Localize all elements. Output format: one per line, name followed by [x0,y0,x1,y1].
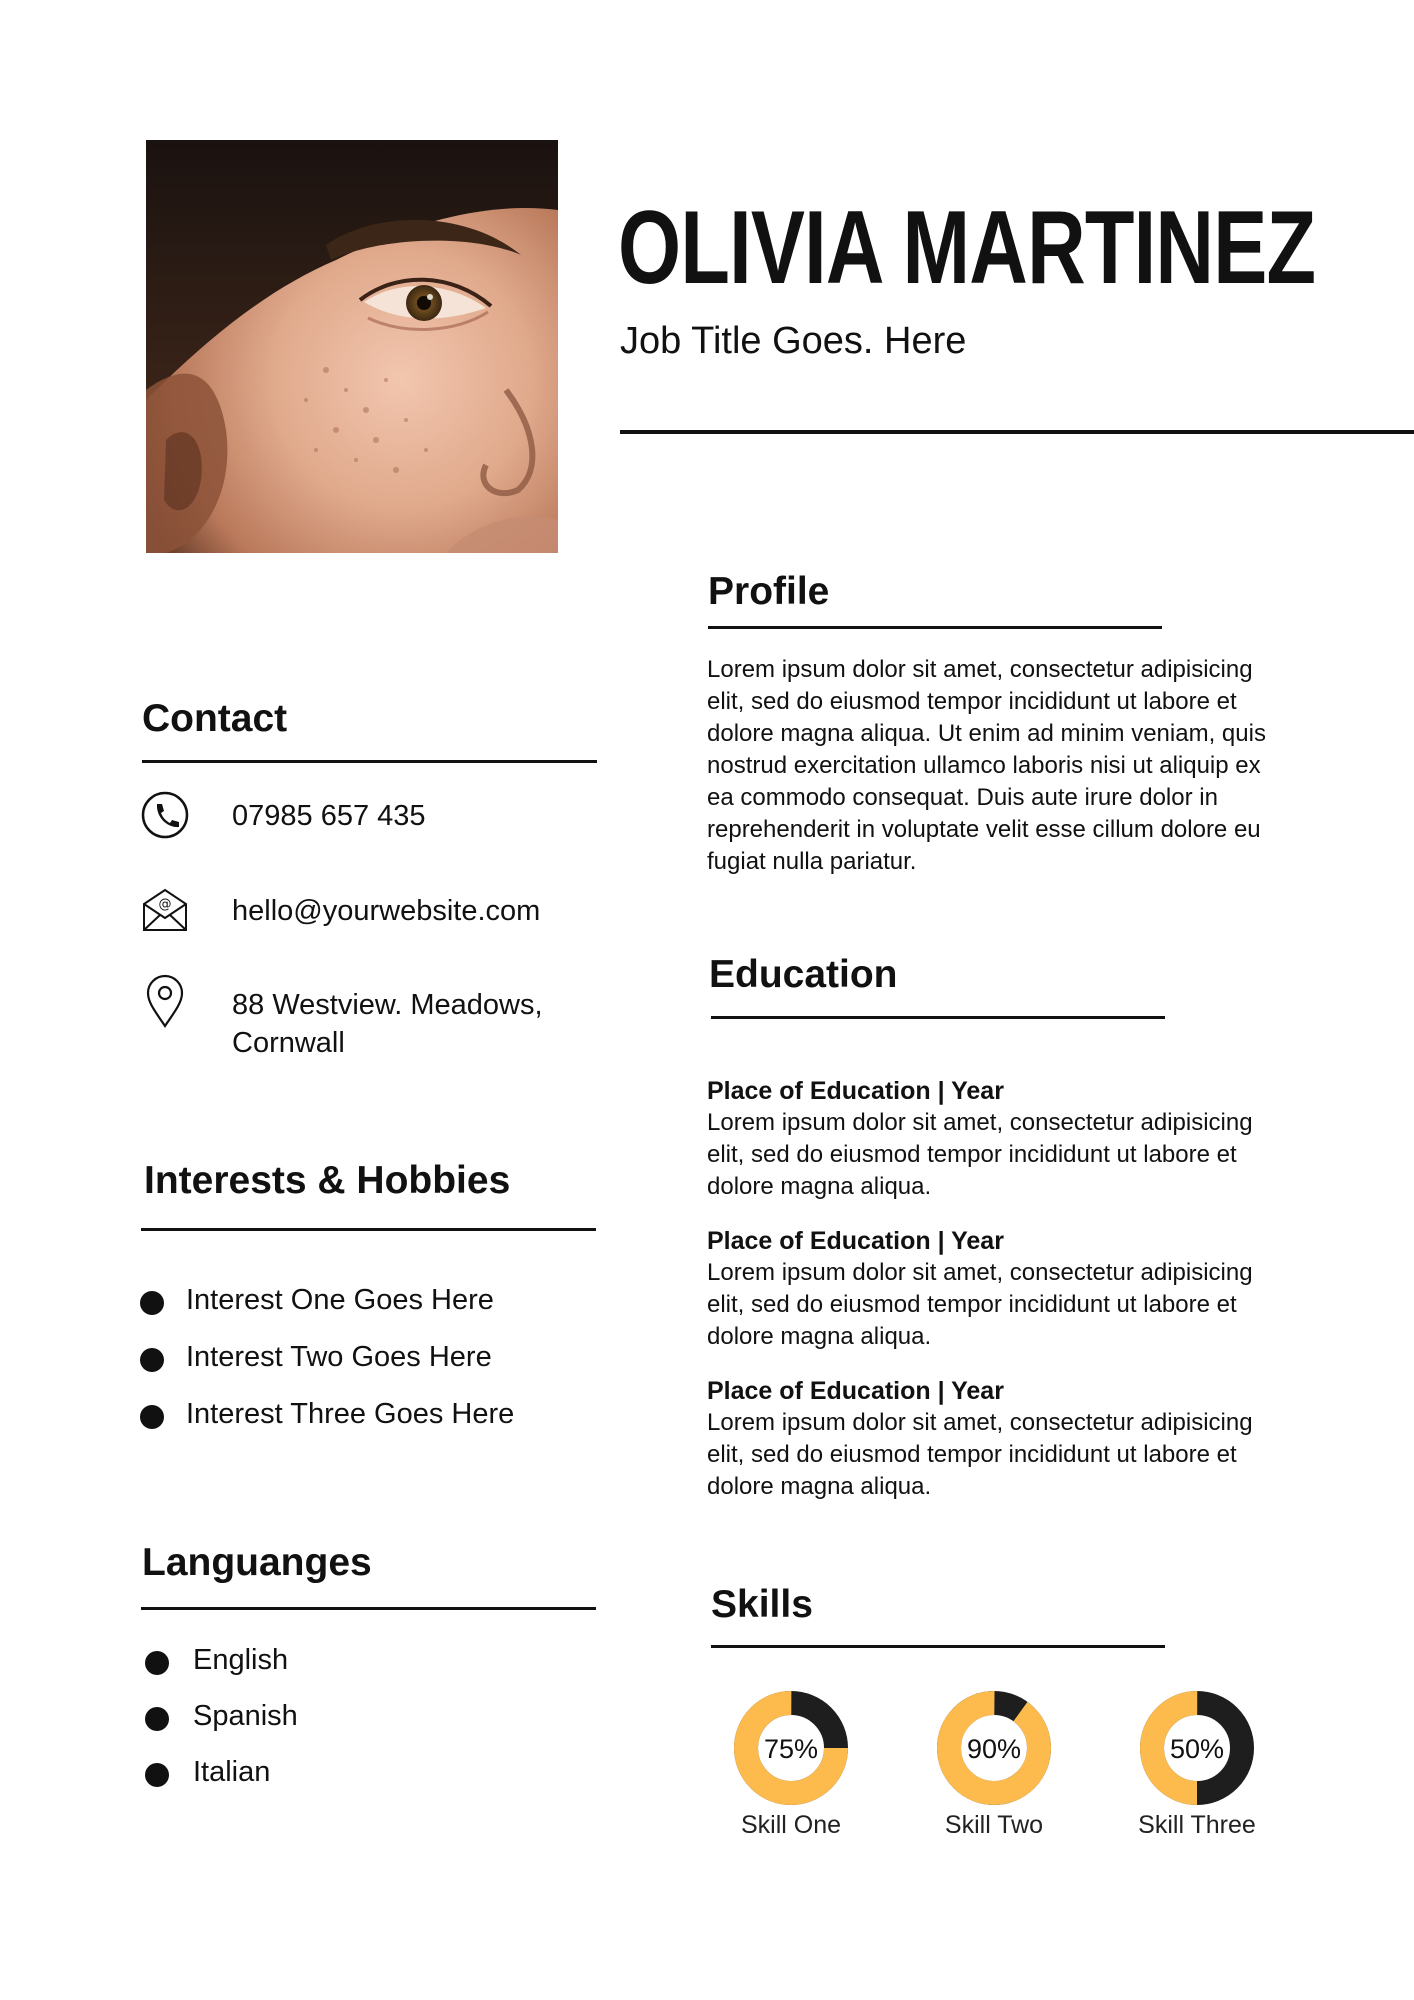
contact-phone-row [140,790,600,842]
education-entry-title: Place of Education | Year [707,1077,1004,1105]
phone-number[interactable]: 07985 657 435 [232,800,426,832]
email-icon [140,884,190,934]
bullet-dot [145,1763,169,1787]
skill-percent: 50% [1169,1734,1225,1764]
bullet-dot [140,1348,164,1372]
education-entry [707,1225,1277,1353]
interests-list [140,1272,514,1443]
language-text: Spanish [193,1700,298,1732]
candidate-name: OLIVIA MARTINEZ [618,190,1316,306]
language-text: English [193,1644,289,1676]
skill-label: Skill Three [1138,1811,1256,1839]
bullet-dot [140,1291,164,1315]
location-pin-icon [140,974,190,1024]
bullet-dot [145,1707,169,1731]
list-item [145,1744,298,1800]
list-item [145,1688,298,1744]
address-line-2: Cornwall [232,1027,345,1059]
education-heading: Education [709,953,898,996]
profile-text: Lorem ipsum dolor sit amet, consectetur adipisicing elit, sed do eiusmod tempor incididunt ut labore et dolore magna aliqua. Ut enim ad minim veniam, quis nostrud exercitation ullamco laboris nisi ut aliquip ex ea commodo consequat. Duis aute irure dolor in reprehenderit in voluptate velit esse cillum dolore eu fugiat nulla pariatur. [707,656,1266,875]
education-entry-text: Lorem ipsum dolor sit amet, consectetur adipisicing elit, sed do eiusmod tempor incididunt ut labore et dolore magna aliqua. [707,1409,1253,1500]
profile-divider [708,626,1162,629]
skill-percent: 90% [966,1734,1022,1764]
languages-divider [141,1607,596,1610]
contact-address-row [140,974,600,1064]
language-text: Italian [193,1756,271,1788]
address [232,986,543,1062]
contact-email-row [140,884,600,936]
skill-two-donut [936,1690,1052,1806]
svg-text:@: @ [158,897,172,912]
interests-heading: Interests & Hobbies [144,1159,511,1202]
interest-text: Interest Three Goes Here [186,1398,515,1430]
languages-list [145,1632,298,1800]
list-item [145,1632,298,1688]
skill-three-donut [1139,1690,1255,1806]
contact-heading: Contact [142,697,288,740]
interest-text: Interest Two Goes Here [186,1341,492,1373]
interests-divider [141,1228,596,1231]
education-divider [711,1016,1165,1019]
education-entry-title: Place of Education | Year [707,1227,1004,1255]
skill-item [1122,1690,1272,1840]
skill-percent: 75% [763,1734,819,1764]
languages-heading: Languanges [142,1541,372,1584]
list-item [140,1386,514,1443]
skill-item [716,1690,866,1840]
interest-text: Interest One Goes Here [186,1284,494,1316]
phone-icon [140,790,190,840]
header-divider [620,430,1414,434]
job-title: Job Title Goes. Here [620,320,967,362]
address-line-1: 88 Westview. Meadows, [232,989,543,1021]
list-item [140,1272,514,1329]
education-entry-title: Place of Education | Year [707,1377,1004,1405]
skill-one-donut [733,1690,849,1806]
education-entry [707,1375,1277,1503]
profile-photo [146,140,558,553]
contact-divider [142,760,597,763]
email-address[interactable]: hello@yourwebsite.com [232,895,541,927]
education-entry-text: Lorem ipsum dolor sit amet, consectetur adipisicing elit, sed do eiusmod tempor incididunt ut labore et dolore magna aliqua. [707,1109,1253,1200]
skill-item [919,1690,1069,1840]
skill-label: Skill Two [944,1811,1044,1839]
education-entry [707,1075,1277,1203]
list-item [140,1329,514,1386]
bullet-dot [140,1405,164,1429]
bullet-dot [145,1651,169,1675]
skills-divider [711,1645,1165,1648]
profile-heading: Profile [708,570,830,613]
skill-label: Skill One [740,1811,842,1839]
education-entry-text: Lorem ipsum dolor sit amet, consectetur adipisicing elit, sed do eiusmod tempor incididunt ut labore et dolore magna aliqua. [707,1259,1253,1350]
skills-heading: Skills [711,1583,813,1626]
portrait-image [146,140,558,553]
